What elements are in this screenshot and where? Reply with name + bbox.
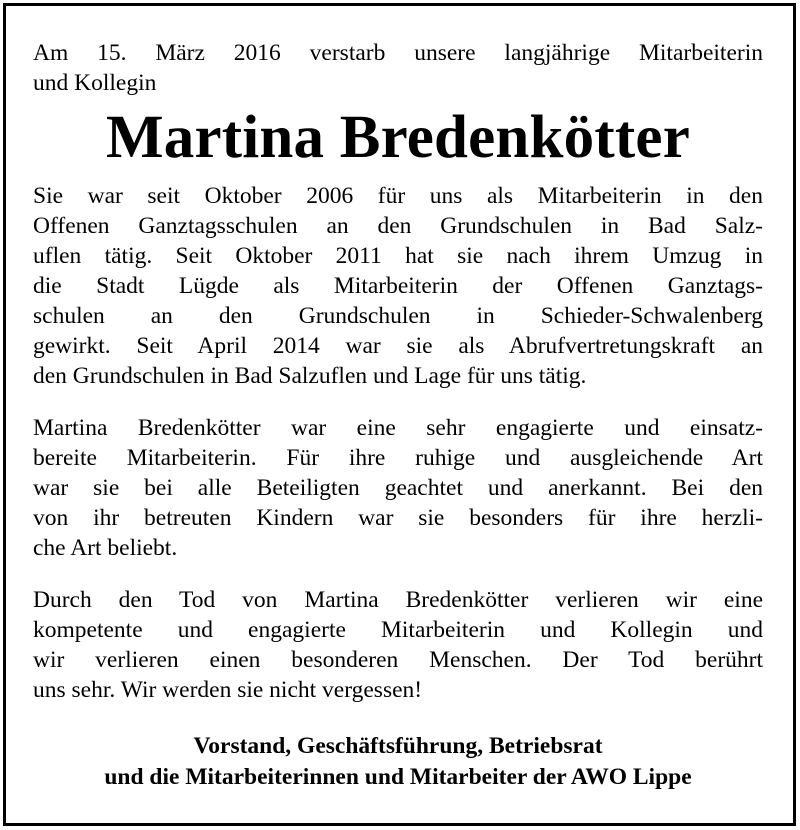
deceased-name: Martina Bredenkötter (106, 104, 690, 171)
paragraph-line: kompetente und engagierte Mitarbeiterin und Kollegin und (33, 617, 763, 643)
obituary-notice (33, 38, 763, 793)
intro-line: Am 15. März 2016 verstarb unsere langjährige Mitarbeiterin (33, 40, 763, 66)
paragraph-line: uns sehr. Wir werden sie nicht vergessen! (33, 677, 423, 703)
signature-line: Vorstand, Geschäftsführung, Betriebsrat (193, 733, 603, 759)
intro-line: und Kollegin (33, 70, 157, 96)
paragraph-line: Durch den Tod von Martina Bredenkötter verlieren wir eine (33, 587, 763, 613)
intro-text (33, 38, 763, 98)
paragraph-line: wir verlieren einen besonderen Menschen. Der Tod berührt (33, 647, 763, 673)
signature (33, 731, 763, 793)
signature-line: und die Mitarbeiterinnen und Mitarbeiter der AWO Lippe (104, 764, 692, 790)
paragraph-tribute (33, 413, 763, 563)
paragraph-line: uflen tätig. Seit Oktober 2011 hat sie nach ihrem Umzug in (33, 243, 763, 269)
paragraph-line: che Art beliebt. (33, 535, 178, 561)
paragraph-line: war sie bei alle Beteiligten geachtet und anerkannt. Bei den (33, 475, 763, 501)
paragraph-line: die Stadt Lügde als Mitarbeiterin der Offenen Ganztags- (33, 273, 763, 299)
paragraph-line: bereite Mitarbeiterin. Für ihre ruhige und ausgleichende Art (33, 445, 763, 471)
paragraph-farewell (33, 585, 763, 705)
paragraph-line: von ihr betreuten Kindern war sie besonders für ihre herzli- (33, 505, 763, 531)
paragraph-line: Martina Bredenkötter war eine sehr engagierte und einsatz- (33, 415, 763, 441)
paragraph-line: Offenen Ganztagsschulen an den Grundschulen in Bad Salz- (33, 213, 763, 239)
paragraph-line: schulen an den Grundschulen in Schieder-Schwalenberg (33, 303, 763, 329)
paragraph-line: den Grundschulen in Bad Salzuflen und Lage für uns tätig. (33, 363, 587, 389)
paragraph-line: gewirkt. Seit April 2014 war sie als Abrufvertretungskraft an (33, 333, 763, 359)
paragraph-employment (33, 181, 763, 391)
paragraph-line: Sie war seit Oktober 2006 für uns als Mitarbeiterin in den (33, 183, 763, 209)
